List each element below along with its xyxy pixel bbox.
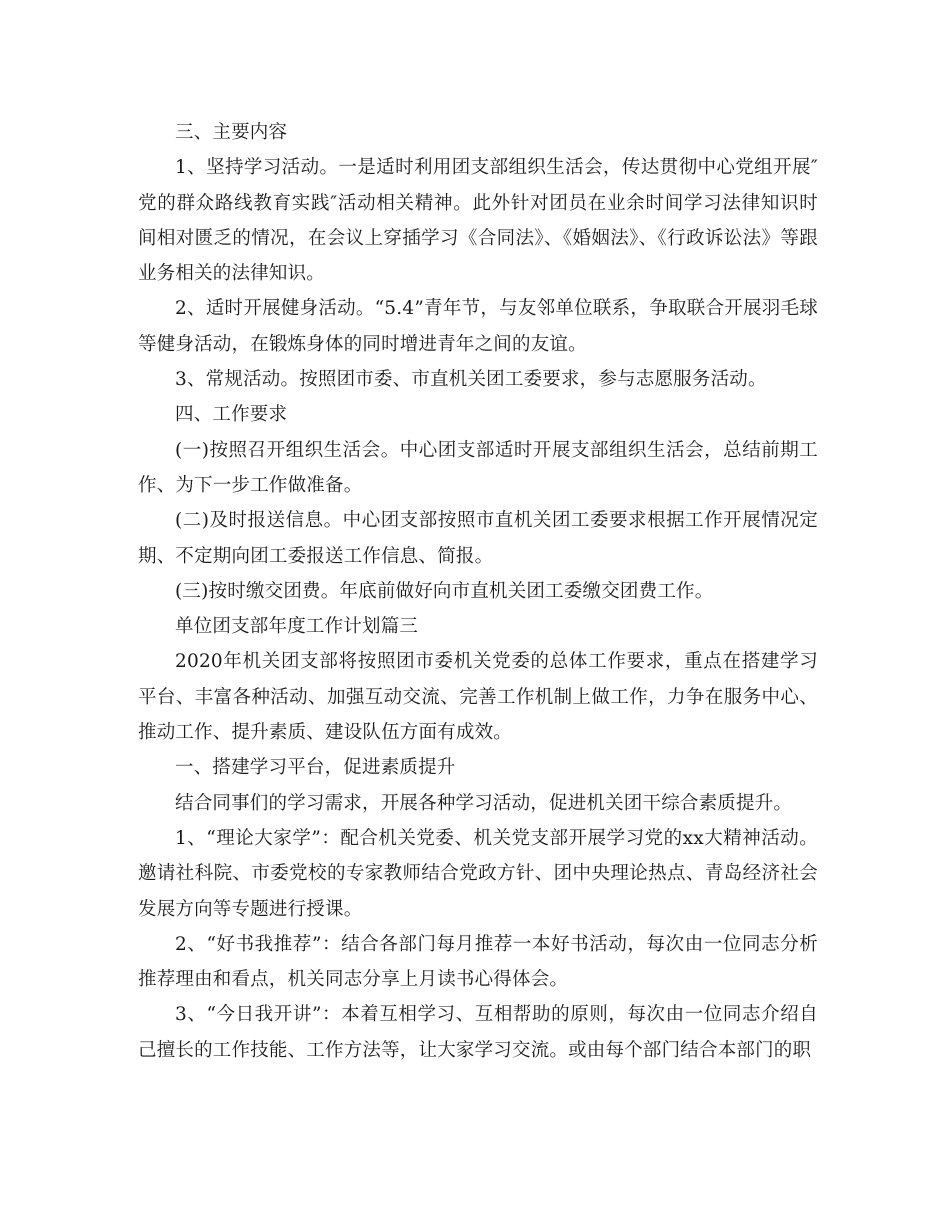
paragraph: 1、“理论大家学”：配合机关党委、机关党支部开展学习党的xx大精神活动。邀请社科院、市委党校的专家教师结合党政方针、团中央理论热点、青岛经济社会发展方向等专题进行授课。 <box>138 827 818 920</box>
section-heading: 三、主要内容 <box>175 122 288 143</box>
section-heading: 四、工作要求 <box>175 404 288 426</box>
paragraph: 3、常规活动。按照团市委、市直机关团工委要求，参与志愿服务活动。 <box>175 369 767 391</box>
paragraph: 2、“好书我推荐”：结合各部门每月推荐一本好书活动，每次由一位同志分析推荐理由和看点，机关同志分享上月读书心得体会。 <box>138 933 818 991</box>
paragraph: 2020年机关团支部将按照团市委机关党委的总体工作要求，重点在搭建学习平台、丰富各种活动、加强互动交流、完善工作机制上做工作，力争在服务中心、推动工作、提升素质、建设队伍方面有成效。 <box>138 651 818 744</box>
paragraph: 2、适时开展健身活动。“5.4”青年节，与友邻单位联系，争取联合开展羽毛球等健身活动，在锻炼身体的同时增进青年之间的友谊。 <box>138 298 818 355</box>
section-heading: 一、搭建学习平台，促进素质提升 <box>175 757 456 779</box>
paragraph: (二)及时报送信息。中心团支部按照市直机关团工委要求根据工作开展情况定期、不定期向团工委报送工作信息、简报。 <box>138 510 818 567</box>
paragraph: (一)按照召开组织生活会。中心团支部适时开展支部组织生活会，总结前期工作、为下一步工作做准备。 <box>138 439 818 496</box>
paragraph: 结合同事们的学习需求，开展各种学习活动，促进机关团干综合素质提升。 <box>175 792 793 814</box>
document-body <box>138 115 818 1068</box>
paragraph: 1、坚持学习活动。一是适时利用团支部组织生活会，传达贯彻中心党组开展″党的群众路线教育实践″活动相关精神。此外针对团员在业余时间学习法律知识时间相对匮乏的情况，在会议上穿插学习《合同法》、《婚姻法》、《行政诉讼法》等跟业务相关的法律知识。 <box>138 157 818 285</box>
article-title: 单位团支部年度工作计划篇三 <box>175 616 419 638</box>
paragraph: 3、“今日我开讲”：本着互相学习、互相帮助的原则，每次由一位同志介绍自己擅长的工作技能、工作方法等，让大家学习交流。或由每个部门结合本部门的职 <box>138 1004 818 1061</box>
paragraph: (三)按时缴交团费。年底前做好向市直机关团工委缴交团费工作。 <box>175 580 714 602</box>
